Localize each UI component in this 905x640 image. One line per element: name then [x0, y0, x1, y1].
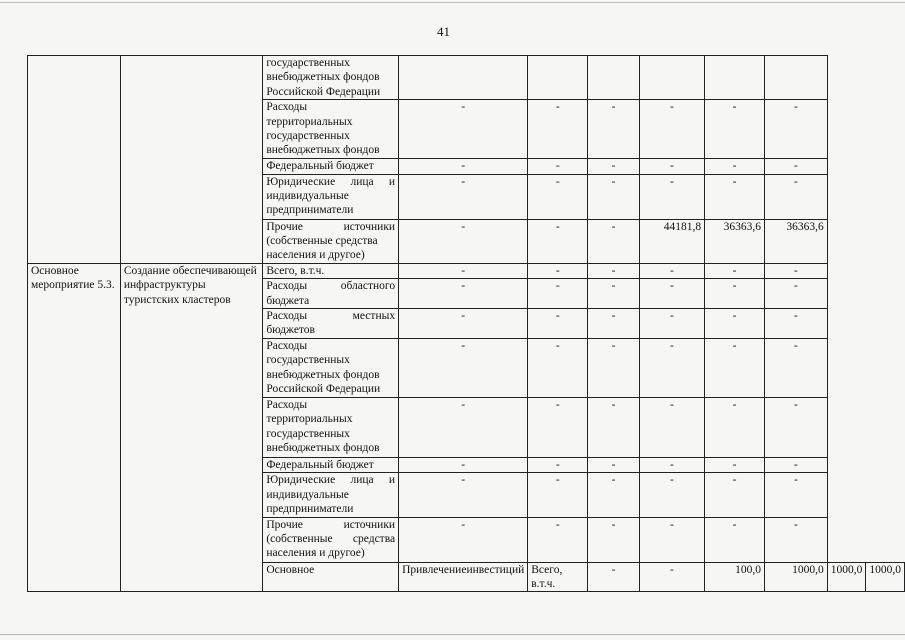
- value-cell: -: [588, 562, 639, 592]
- value-cell: -: [588, 159, 639, 174]
- value-cell: -: [588, 279, 639, 309]
- value-cell: -: [528, 397, 588, 457]
- value-cell: -: [765, 473, 828, 517]
- scan-edge-top: [0, 2, 905, 3]
- value-cell: -: [399, 473, 528, 517]
- value-cell: -: [705, 263, 765, 278]
- value-cell: 1000,0: [827, 562, 866, 592]
- value-cell: -: [528, 338, 588, 397]
- value-cell: -: [705, 174, 765, 219]
- value-cell: -: [399, 457, 528, 472]
- value-cell: -: [765, 338, 828, 397]
- value-cell: -: [639, 279, 704, 309]
- value-cell: -: [705, 473, 765, 517]
- value-cell: 1000,0: [866, 562, 905, 592]
- value-cell: -: [399, 219, 528, 263]
- value-cell: -: [399, 174, 528, 219]
- value-cell: -: [588, 473, 639, 517]
- value-cell: -: [705, 100, 765, 159]
- value-cell: -: [765, 279, 828, 309]
- value-cell: 44181,8: [639, 219, 704, 263]
- value-cell: -: [705, 397, 765, 457]
- value-cell: 1000,0: [765, 562, 828, 592]
- event-cell: Основное: [263, 562, 399, 592]
- value-cell: -: [705, 338, 765, 397]
- value-cell: -: [399, 517, 528, 562]
- value-cell: -: [528, 159, 588, 174]
- value-cell: -: [705, 309, 765, 339]
- source-cell: Федеральный бюджет: [263, 159, 399, 174]
- source-cell: Юридические лица и индивидуальные предприниматели: [263, 473, 399, 517]
- value-cell: -: [639, 159, 704, 174]
- value-cell: -: [528, 174, 588, 219]
- value-cell: -: [639, 338, 704, 397]
- value-cell: -: [765, 263, 828, 278]
- value-cell: -: [765, 397, 828, 457]
- value-cell: -: [588, 397, 639, 457]
- value-cell: -: [528, 279, 588, 309]
- value-cell: -: [528, 457, 588, 472]
- value-cell: -: [639, 263, 704, 278]
- value-cell: -: [705, 457, 765, 472]
- value-cell: -: [528, 517, 588, 562]
- value-cell: -: [765, 159, 828, 174]
- source-cell: Юридические лица и индивидуальные предприниматели: [263, 174, 399, 219]
- value-cell: -: [639, 397, 704, 457]
- table-row: [28, 56, 905, 100]
- source-cell: Расходы областного бюджета: [263, 279, 399, 309]
- value-cell: -: [528, 309, 588, 339]
- value-cell: -: [528, 219, 588, 263]
- value-cell: -: [588, 457, 639, 472]
- value-cell: -: [639, 174, 704, 219]
- source-cell: Расходы государственных внебюджетных фондов Российской Федерации: [263, 338, 399, 397]
- scan-edge-bottom: [0, 634, 905, 635]
- value-cell: -: [399, 397, 528, 457]
- value-cell: -: [705, 517, 765, 562]
- value-cell: -: [765, 309, 828, 339]
- value-cell: -: [399, 100, 528, 159]
- activity-name-cell: Привлечение инвестиций: [399, 562, 528, 592]
- value-cell: -: [639, 562, 704, 592]
- value-cell: -: [639, 309, 704, 339]
- value-cell: -: [705, 159, 765, 174]
- value-cell: -: [588, 263, 639, 278]
- value-cell: -: [528, 263, 588, 278]
- value-cell: -: [765, 457, 828, 472]
- value-cell: -: [399, 309, 528, 339]
- source-cell: Расходы территориальных государственных внебюджетных фондов: [263, 100, 399, 159]
- source-cell: государственных внебюджетных фондов Российской Федерации: [263, 56, 399, 100]
- source-cell: Всего, в.т.ч.: [263, 263, 399, 278]
- source-cell: Прочие источники (собственные средства населения и другое): [263, 219, 399, 263]
- value-cell: -: [588, 219, 639, 263]
- value-cell: -: [639, 473, 704, 517]
- value-cell: 36363,6: [705, 219, 765, 263]
- event-cell: Основное мероприятие 5.3.: [28, 263, 121, 591]
- value-cell: -: [528, 100, 588, 159]
- source-cell: Прочие источники (собственные средства населения и другое): [263, 517, 399, 562]
- source-cell: Всего, в.т.ч.: [528, 562, 588, 592]
- value-cell: 100,0: [705, 562, 765, 592]
- value-cell: -: [399, 338, 528, 397]
- value-cell: -: [588, 174, 639, 219]
- source-cell: Расходы местных бюджетов: [263, 309, 399, 339]
- source-cell: Федеральный бюджет: [263, 457, 399, 472]
- value-cell: -: [588, 100, 639, 159]
- value-cell: -: [588, 309, 639, 339]
- value-cell: -: [765, 517, 828, 562]
- budget-table: [27, 55, 905, 592]
- value-cell: -: [588, 338, 639, 397]
- value-cell: -: [639, 517, 704, 562]
- value-cell: -: [528, 473, 588, 517]
- value-cell: -: [705, 279, 765, 309]
- value-cell: -: [399, 159, 528, 174]
- activity-name-cell: Создание обеспечивающей инфраструктуры туристских кластеров: [120, 263, 263, 591]
- source-cell: Расходы территориальных государственных внебюджетных фондов: [263, 397, 399, 457]
- value-cell: -: [639, 100, 704, 159]
- value-cell: -: [399, 263, 528, 278]
- name-cell-empty: [120, 56, 263, 264]
- page-number: 41: [437, 24, 450, 39]
- value-cell: -: [588, 517, 639, 562]
- table-row: [28, 263, 905, 278]
- value-cell: -: [765, 174, 828, 219]
- value-cell: -: [399, 279, 528, 309]
- value-cell: -: [765, 100, 828, 159]
- value-cell: -: [639, 457, 704, 472]
- value-cell: 36363,6: [765, 219, 828, 263]
- event-cell-empty: [28, 56, 121, 264]
